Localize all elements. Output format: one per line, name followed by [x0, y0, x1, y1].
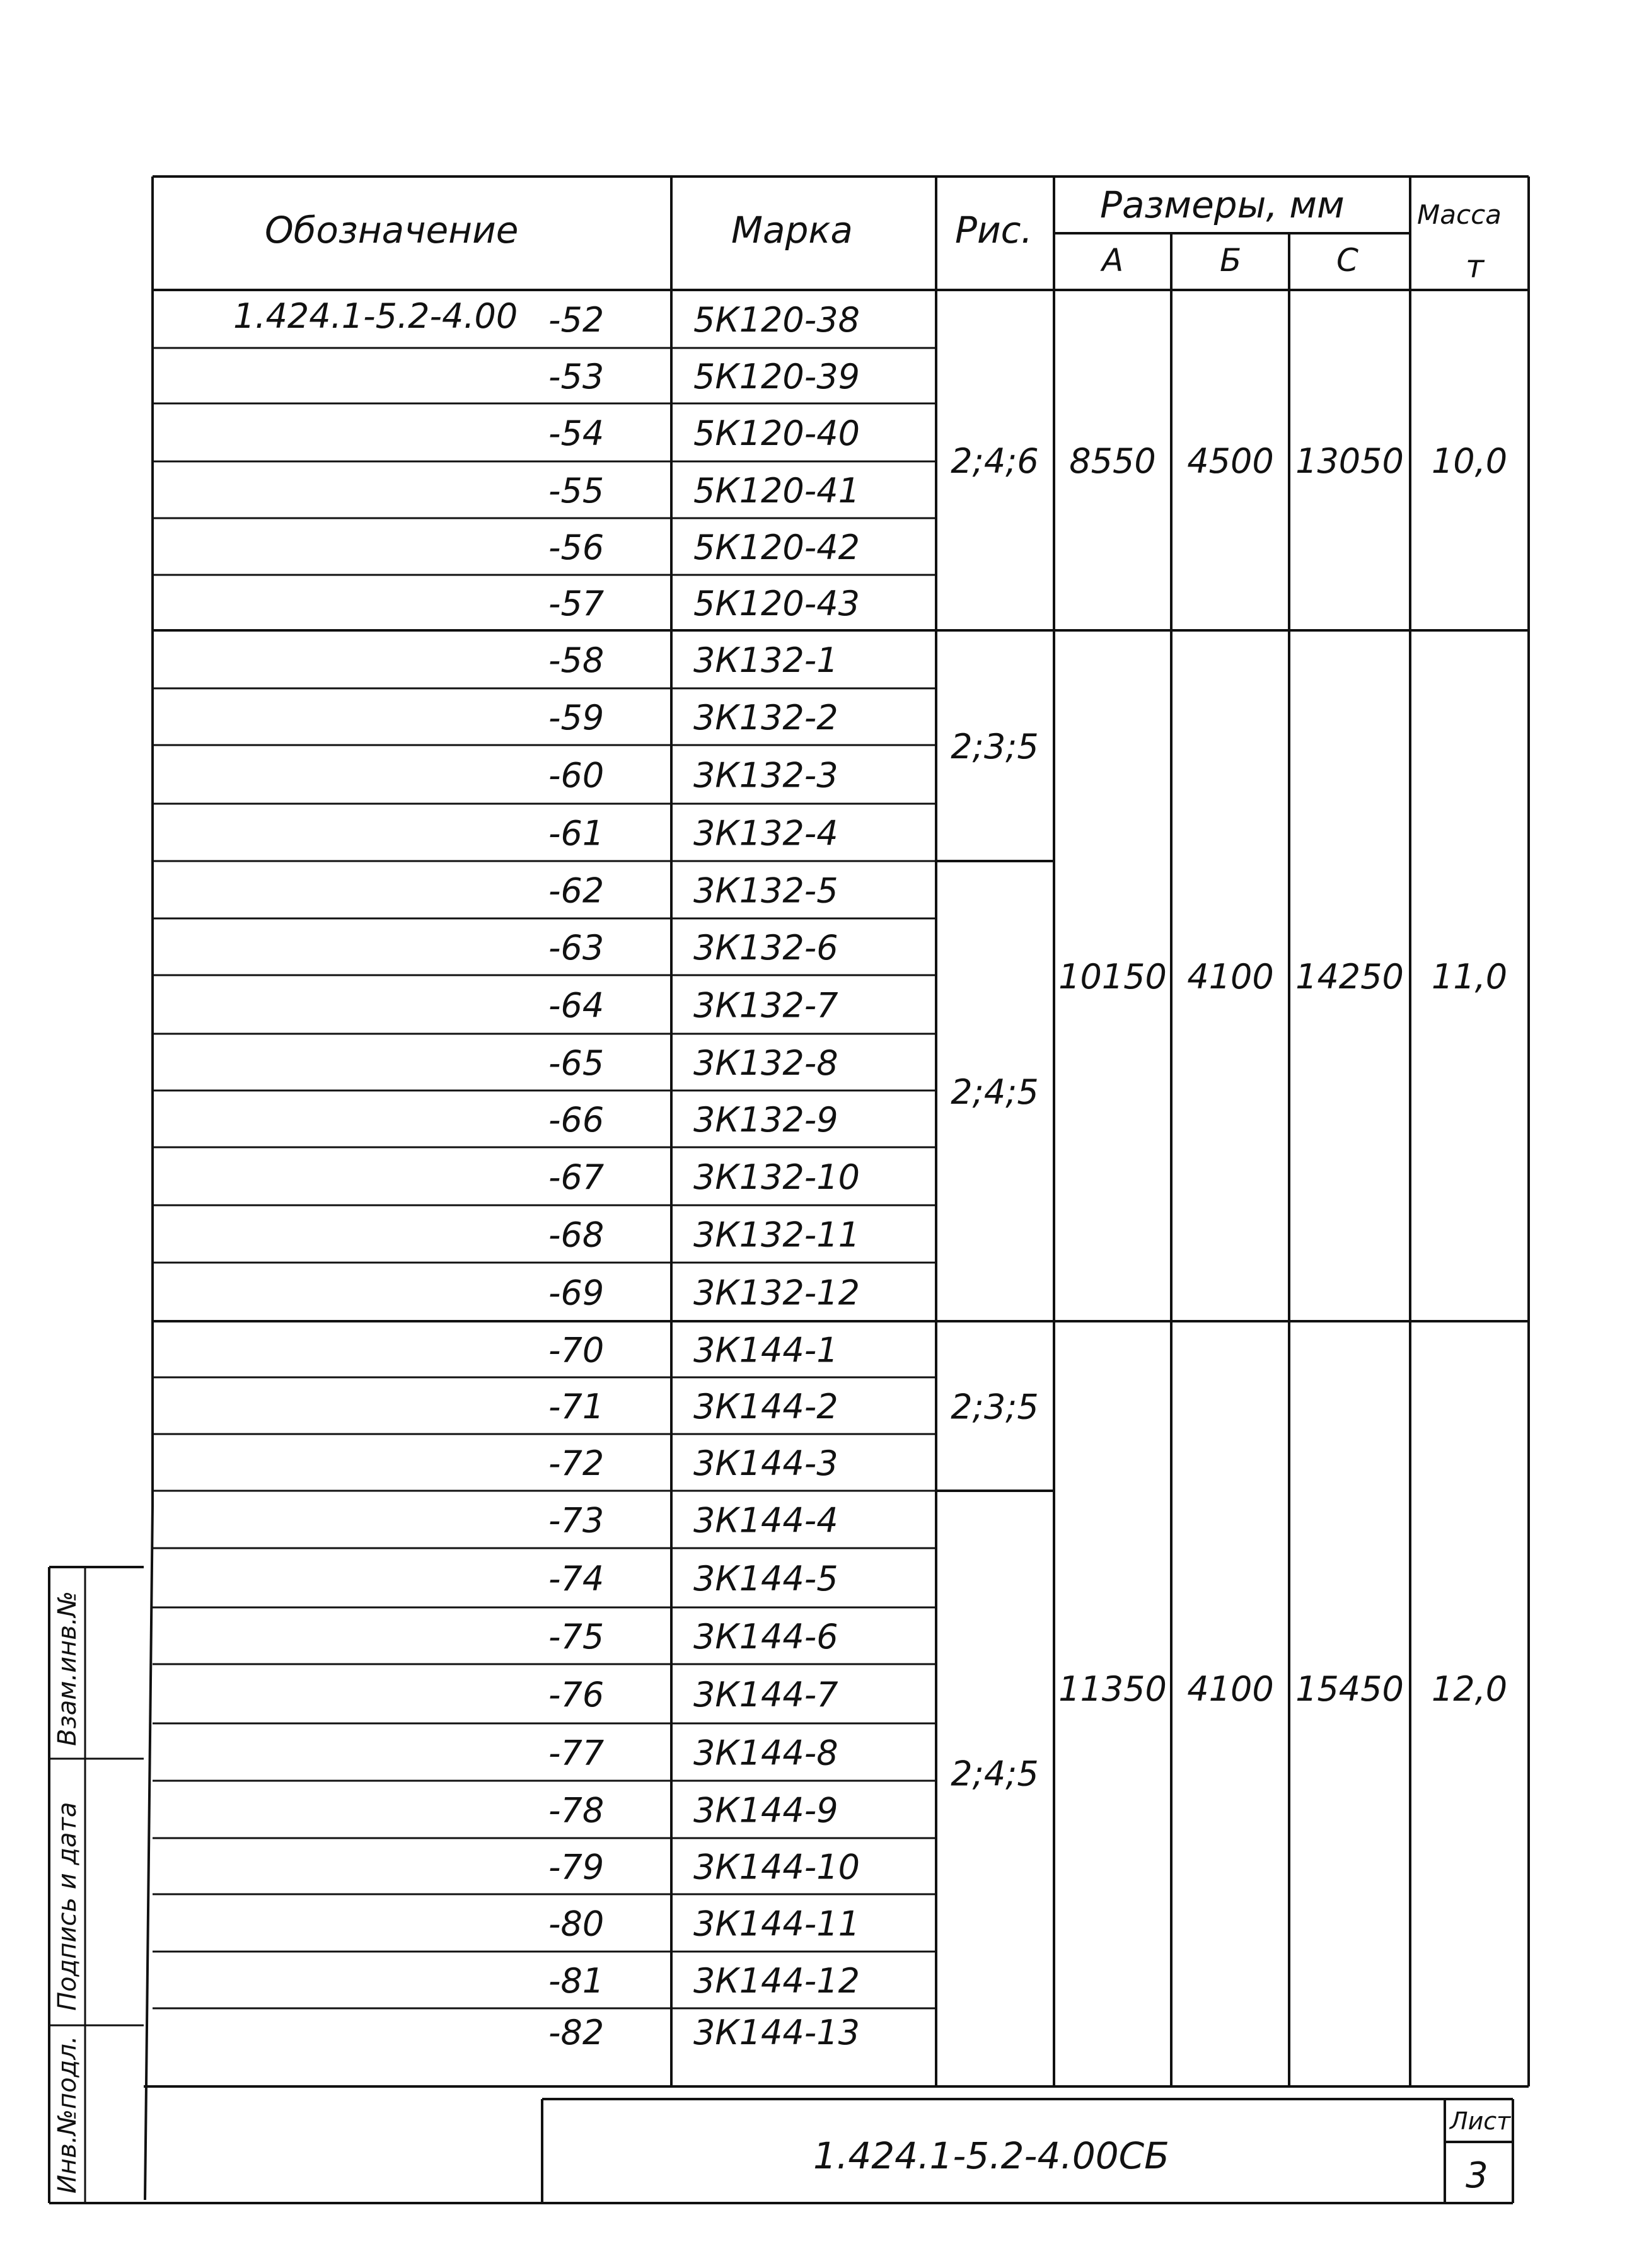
row-number: -52: [548, 300, 605, 340]
row-mark: 3К144-3: [693, 1444, 838, 1483]
row-mark: 3К144-7: [693, 1675, 838, 1715]
size-a: 10150: [1058, 957, 1167, 997]
row-number: -64: [548, 985, 605, 1026]
row-number: -72: [548, 1444, 605, 1483]
row-number: -74: [548, 1559, 605, 1599]
row-number: -55: [548, 471, 605, 511]
row-number: -77: [548, 1733, 605, 1773]
row-number: -75: [548, 1617, 605, 1657]
header-col-b: Б: [1220, 242, 1242, 279]
side-label-vzam: Взам.инв.№: [53, 1590, 82, 1746]
row-mark: 3К144-6: [693, 1617, 838, 1657]
row-number: -78: [548, 1790, 605, 1831]
row-number: -76: [548, 1675, 605, 1715]
fig-group: 2;4;5: [951, 1754, 1039, 1794]
row-number: -63: [548, 928, 605, 968]
row-number: -70: [548, 1330, 605, 1370]
row-number: -61: [548, 813, 605, 853]
row-mark: 3К144-4: [693, 1500, 838, 1541]
row-mark: 5К120-41: [693, 471, 860, 511]
row-mark: 3К132-10: [693, 1157, 860, 1197]
row-mark: 3К132-7: [693, 985, 838, 1026]
row-number: -67: [548, 1157, 605, 1197]
row-number: -68: [548, 1215, 605, 1255]
row-number: -73: [548, 1500, 605, 1541]
row-number: -66: [548, 1100, 605, 1140]
size-a: 11350: [1058, 1669, 1167, 1709]
side-label-inv-sub: Инв.№подл.: [53, 2035, 82, 2194]
size-a: 8550: [1069, 441, 1156, 481]
row-number: -69: [548, 1273, 605, 1313]
row-mark: 3К144-11: [693, 1904, 860, 1944]
row-number: -57: [548, 584, 605, 623]
fig-group: 2;3;5: [951, 1387, 1039, 1427]
side-label-sign-date: Подпись и дата: [53, 1802, 82, 2011]
row-mark: 5К120-38: [693, 300, 860, 340]
row-number: -82: [548, 2013, 605, 2052]
row-mark: 3К132-3: [693, 755, 838, 796]
row-number: -58: [548, 640, 605, 680]
stamp-sheet-label: Лист: [1450, 2107, 1511, 2135]
row-number: -80: [548, 1904, 605, 1944]
fig-group: 2;4;6: [951, 441, 1039, 481]
stamp-sheet-number: 3: [1466, 2155, 1488, 2196]
header-col-a: А: [1102, 242, 1124, 279]
header-mark: Марка: [731, 209, 853, 252]
row-number: -81: [548, 1961, 605, 2001]
header-mass: Масса: [1417, 199, 1502, 230]
row-mark: 3К132-1: [693, 640, 838, 680]
row-mark: 3К144-13: [693, 2013, 860, 2052]
size-c: 13050: [1295, 441, 1404, 481]
table-rows: [548, 300, 860, 2052]
row-number: -71: [548, 1387, 605, 1426]
row-number: -65: [548, 1043, 605, 1083]
row-mark: 3К132-5: [693, 871, 838, 911]
row-mark: 3К132-11: [693, 1215, 860, 1255]
mass-value: 11,0: [1431, 957, 1508, 997]
header-sizes: Размеры, мм: [1100, 183, 1345, 226]
header-col-c: С: [1336, 242, 1358, 279]
row-mark: 3К132-8: [693, 1043, 838, 1083]
row-mark: 3К132-9: [693, 1100, 838, 1140]
row-number: -79: [548, 1847, 605, 1887]
row-number: -60: [548, 755, 605, 796]
row-mark: 3К132-4: [693, 813, 838, 853]
row-mark: 3К144-1: [693, 1330, 838, 1370]
row-mark: 5К120-42: [693, 528, 860, 567]
size-c: 14250: [1295, 957, 1404, 997]
header-designation: Обозначение: [265, 209, 519, 252]
size-b: 4100: [1187, 1669, 1274, 1709]
row-mark: 3К132-12: [693, 1273, 860, 1313]
row-mark: 5К120-39: [693, 357, 860, 396]
row-mark: 3К132-2: [693, 698, 838, 738]
row-number: -54: [548, 414, 605, 453]
mass-value: 10,0: [1431, 441, 1508, 481]
row-mark: 5К120-43: [693, 584, 860, 623]
header-mass-unit: т: [1466, 248, 1485, 285]
side-labels: [53, 1591, 82, 2194]
row-number: -59: [548, 698, 605, 738]
base-designation: 1.424.1-5.2-4.00: [233, 296, 518, 336]
row-mark: 3К144-10: [693, 1847, 860, 1887]
row-mark: 3К144-12: [693, 1961, 860, 2001]
row-mark: 3К144-8: [693, 1733, 838, 1773]
row-mark: 3К144-2: [693, 1387, 838, 1426]
row-number: -62: [548, 871, 605, 911]
stamp-doc-code: 1.424.1-5.2-4.00СБ: [813, 2134, 1169, 2177]
size-c: 15450: [1295, 1669, 1404, 1709]
size-b: 4100: [1187, 957, 1274, 997]
row-mark: 5К120-40: [693, 414, 860, 453]
row-number: -56: [548, 528, 605, 567]
title-stamp: [813, 2107, 1512, 2196]
row-mark: 3К132-6: [693, 928, 838, 968]
row-mark: 3К144-9: [693, 1790, 838, 1831]
row-mark: 3К144-5: [693, 1559, 838, 1599]
mass-value: 12,0: [1431, 1669, 1508, 1709]
row-number: -53: [548, 357, 605, 396]
fig-group: 2;4;5: [951, 1072, 1039, 1112]
size-b: 4500: [1187, 441, 1274, 481]
fig-group: 2;3;5: [951, 727, 1039, 767]
merged-groups: [936, 441, 1529, 1794]
header-fig: Рис.: [955, 209, 1033, 252]
